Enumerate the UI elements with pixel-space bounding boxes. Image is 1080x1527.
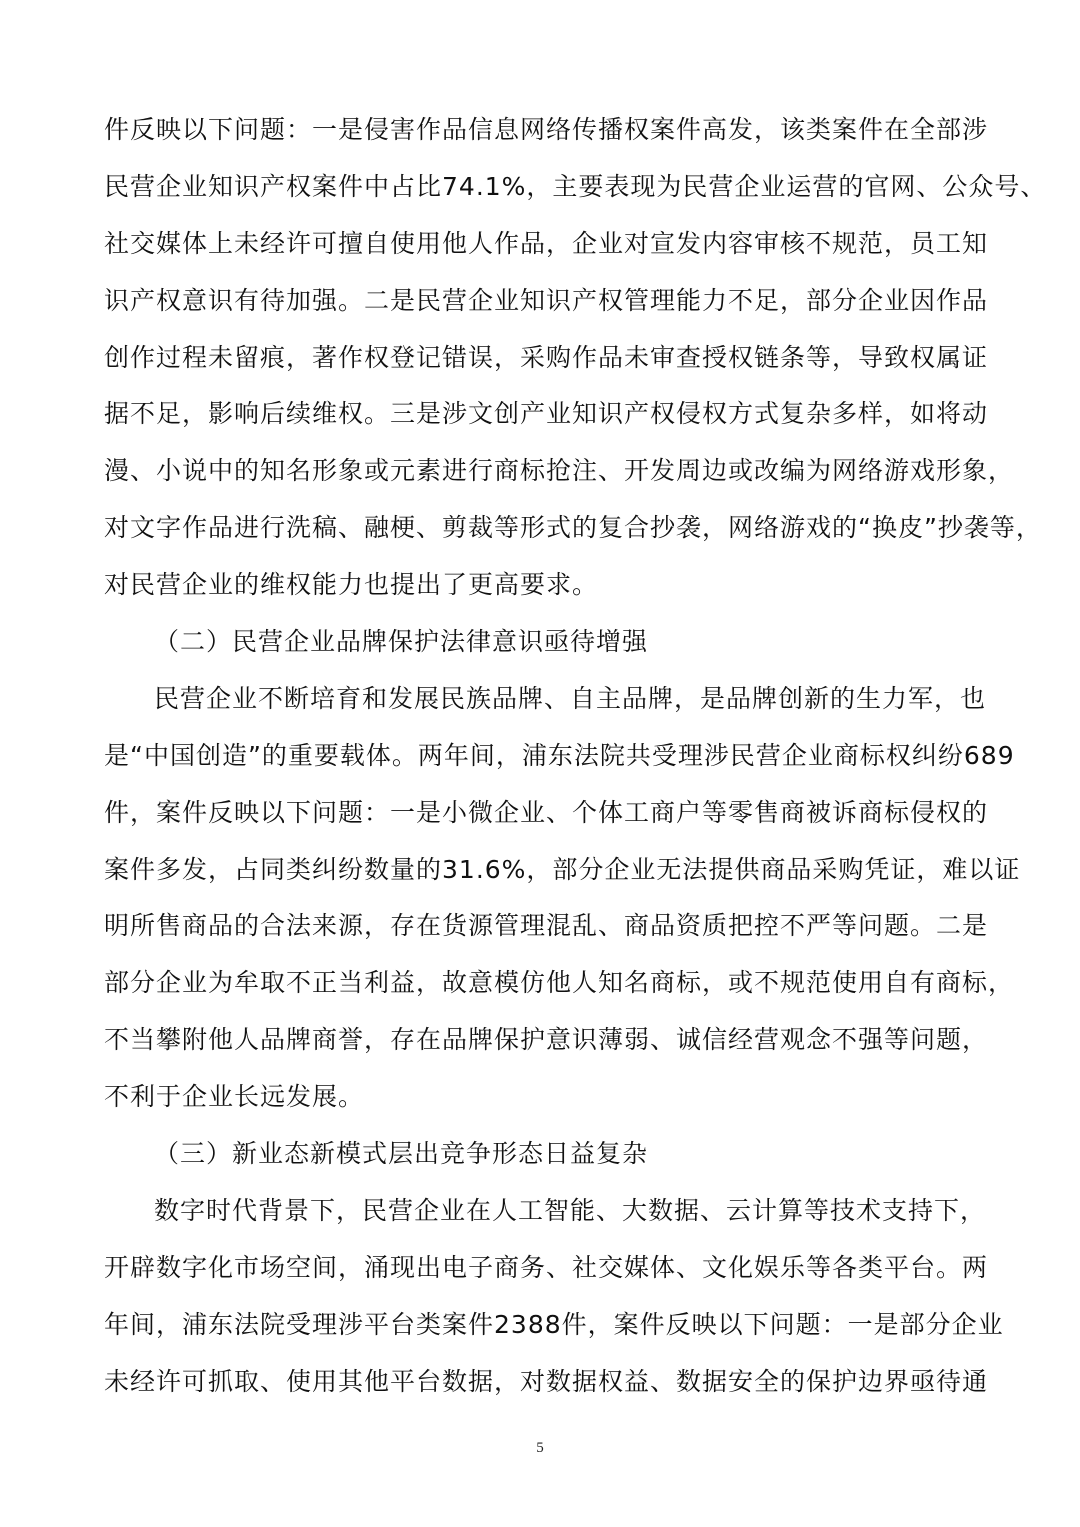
section-heading-2: （二）民营企业品牌保护法律意识亟待增强 xyxy=(154,627,649,657)
text-line: 识产权意识有待加强。二是民营企业知识产权管理能力不足，部分企业因作品 xyxy=(104,285,989,315)
text-line: 件反映以下问题：一是侵害作品信息网络传播权案件高发，该类案件在全部涉 xyxy=(104,115,989,144)
section-heading-3: （三）新业态新模式层出竞争形态日益复杂 xyxy=(154,1139,649,1169)
text-line-paragraph-start: 民营企业不断培育和发展民族品牌、自主品牌，是品牌创新的生力军，也 xyxy=(154,683,987,713)
text-line: 不当攀附他人品牌商誉，存在品牌保护意识薄弱、诚信经营观念不强等问题， xyxy=(104,1025,989,1055)
text-line: 未经许可抓取、使用其他平台数据，对数据权益、数据安全的保护边界亟待通 xyxy=(104,1366,989,1396)
document-body xyxy=(104,102,1047,1410)
text-line: 案件多发，占同类纠纷数量的31.6%，部分企业无法提供商品采购凭证，难以证 xyxy=(104,854,1021,884)
text-line: 部分企业为牟取不正当利益，故意模仿他人知名商标，或不规范使用自有商标， xyxy=(104,968,1015,998)
text-line: 年间，浦东法院受理涉平台类案件2388件，案件反映以下问题：一是部分企业 xyxy=(104,1309,1004,1339)
page-number: 5 xyxy=(536,1440,544,1456)
text-line: 件，案件反映以下问题：一是小微企业、个体工商户等零售商被诉商标侵权的 xyxy=(104,797,989,827)
text-line-paragraph-start: 数字时代背景下，民营企业在人工智能、大数据、云计算等技术支持下， xyxy=(154,1195,987,1225)
text-line: 社交媒体上未经许可擅自使用他人作品，企业对宣发内容审核不规范，员工知 xyxy=(104,228,989,258)
text-line: 创作过程未留痕，著作权登记错误，采购作品未审查授权链条等，导致权属证 xyxy=(104,342,989,372)
text-line: 民营企业知识产权案件中占比74.1%，主要表现为民营企业运营的官网、公众号、 xyxy=(104,171,1047,201)
text-line: 对文字作品进行洗稿、融梗、剪裁等形式的复合抄袭，网络游戏的“换皮”抄袭等， xyxy=(104,513,1042,543)
text-line: 是“中国创造”的重要载体。两年间，浦东法院共受理涉民营企业商标权纠纷689 xyxy=(104,740,1015,770)
text-line-paragraph-end: 对民营企业的维权能力也提出了更高要求。 xyxy=(104,570,599,600)
text-line: 漫、小说中的知名形象或元素进行商标抢注、开发周边或改编为网络游戏形象， xyxy=(104,456,1015,486)
text-line-paragraph-end: 不利于企业长远发展。 xyxy=(104,1082,365,1112)
text-line: 明所售商品的合法来源，存在货源管理混乱、商品资质把控不严等问题。二是 xyxy=(104,911,989,941)
text-line: 据不足，影响后续维权。三是涉文创产业知识产权侵权方式复杂多样，如将动 xyxy=(104,399,989,429)
text-line: 开辟数字化市场空间，涌现出电子商务、社交媒体、文化娱乐等各类平台。两 xyxy=(104,1252,989,1282)
